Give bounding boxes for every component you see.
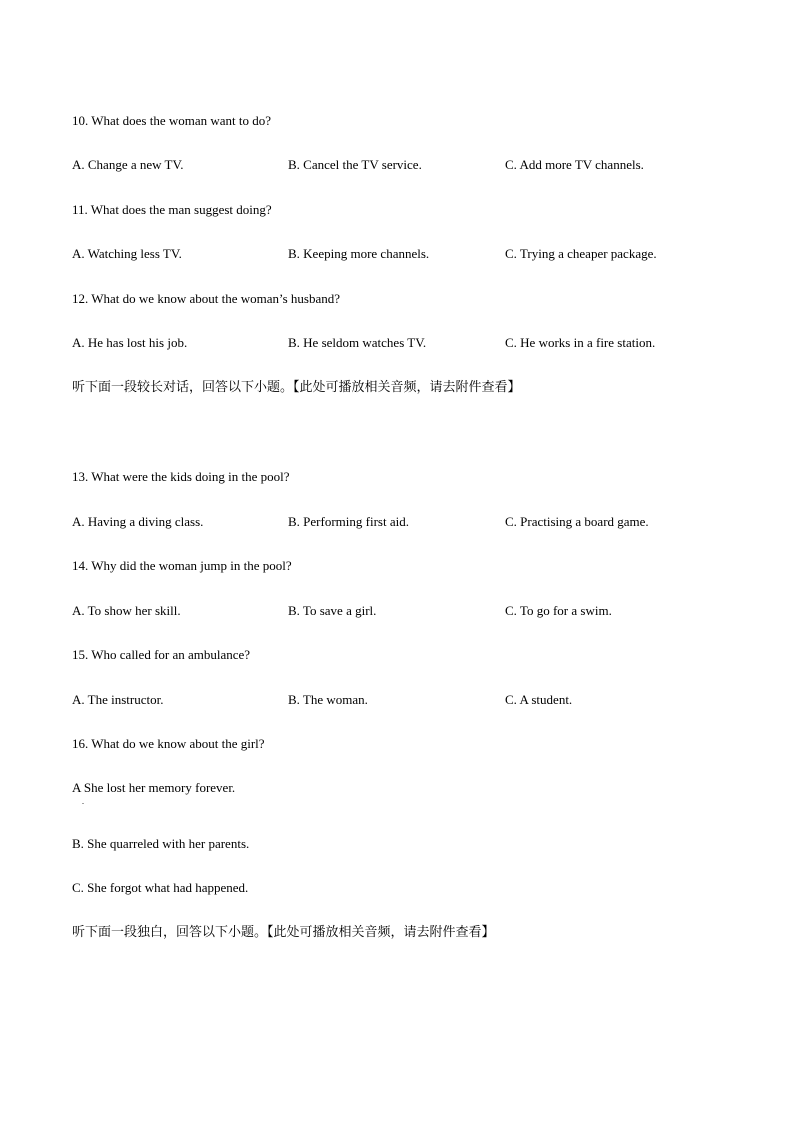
listening-instruction-dialogue: 听下面一段较长对话，回答以下小题。【此处可播放相关音频，请去附件查看】 bbox=[72, 380, 521, 395]
question-10-option-c: C. Add more TV channels. bbox=[505, 157, 644, 172]
question-16-option-b: B. She quarreled with her parents. bbox=[72, 836, 250, 851]
question-15-stem: 15. Who called for an ambulance? bbox=[72, 647, 251, 662]
question-13-option-a: A. Having a diving class. bbox=[72, 514, 204, 529]
listening-instruction-monologue: 听下面一段独白，回答以下小题。【此处可播放相关音频，请去附件查看】 bbox=[72, 925, 495, 940]
question-16-option-a: A She lost her memory forever. bbox=[72, 780, 236, 795]
option-a-dot: . bbox=[82, 797, 84, 806]
question-11-option-a: A. Watching less TV. bbox=[72, 246, 182, 261]
question-11-stem: 11. What does the man suggest doing? bbox=[72, 202, 272, 217]
question-14-option-a: A. To show her skill. bbox=[72, 603, 181, 618]
question-11-option-b: B. Keeping more channels. bbox=[288, 246, 430, 261]
question-16-stem: 16. What do we know about the girl? bbox=[72, 736, 265, 751]
question-13-stem: 13. What were the kids doing in the pool? bbox=[72, 469, 290, 484]
question-13-option-b: B. Performing first aid. bbox=[288, 514, 409, 529]
question-14-stem: 14. Why did the woman jump in the pool? bbox=[72, 558, 292, 573]
question-15-option-a: A. The instructor. bbox=[72, 692, 164, 707]
question-15-option-b: B. The woman. bbox=[288, 692, 368, 707]
question-10-stem: 10. What does the woman want to do? bbox=[72, 113, 272, 128]
question-12-option-c: C. He works in a fire station. bbox=[505, 335, 656, 350]
question-11-option-c: C. Trying a cheaper package. bbox=[505, 246, 657, 261]
question-12-stem: 12. What do we know about the woman’s husband? bbox=[72, 291, 341, 306]
question-14-option-b: B. To save a girl. bbox=[288, 603, 377, 618]
question-12-option-a: A. He has lost his job. bbox=[72, 335, 188, 350]
question-13-option-c: C. Practising a board game. bbox=[505, 514, 649, 529]
question-15-option-c: C. A student. bbox=[505, 692, 573, 707]
question-12-option-b: B. He seldom watches TV. bbox=[288, 335, 427, 350]
question-10-option-a: A. Change a new TV. bbox=[72, 157, 184, 172]
question-14-option-c: C. To go for a swim. bbox=[505, 603, 612, 618]
question-10-option-b: B. Cancel the TV service. bbox=[288, 157, 422, 172]
question-16-option-c: C. She forgot what had happened. bbox=[72, 880, 249, 895]
